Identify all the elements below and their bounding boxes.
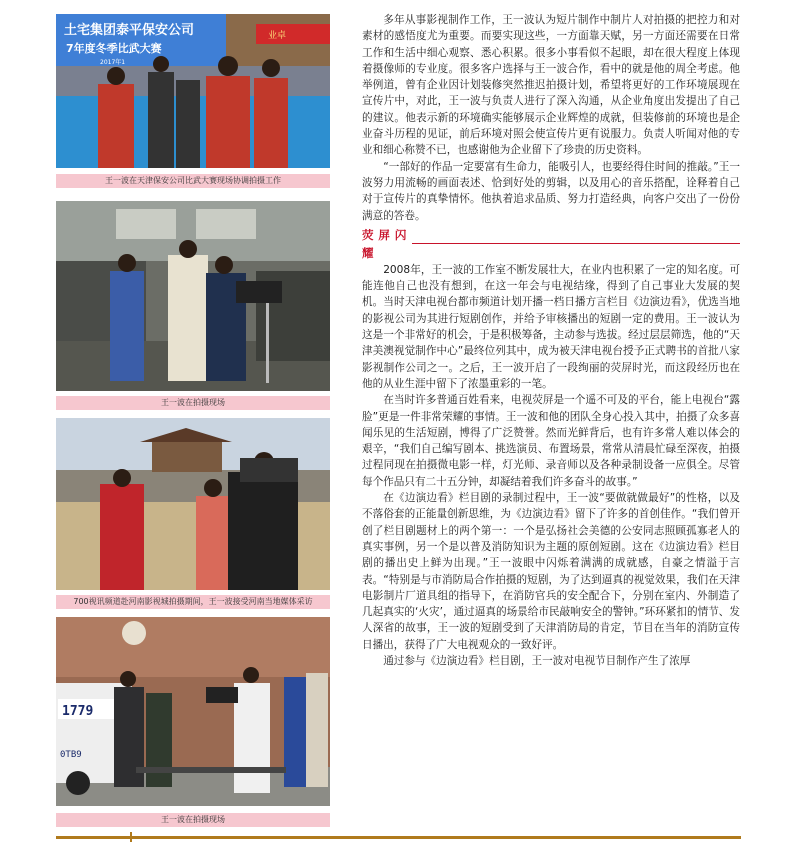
article-paragraph: 通过参与《边演边看》栏目剧，王一波对电视节目制作产生了浓厚 <box>383 654 691 667</box>
photo-shooting-site-factory <box>56 201 330 391</box>
photo-caption: 700视讯频道赴河南影视城拍摄期间，王一波接受河南当地媒体采访 <box>56 595 330 609</box>
photo-security-competition <box>56 14 330 168</box>
article-paragraph: 在《边演边看》栏目剧的录制过程中，王一波“要做就做最好”的性格，以及不落俗套的正能量创新思维，为《边演边看》留下了许多的首创佳作。“我们曾开创了栏目剧题材上的两个第一：一个是弘扬社会美德的公安同志照顾孤寡老人的真实事例，另一个是以普及消防知识为主题的原创短剧。这在《边演边看》栏目剧的播出史上鲜为出现。”王一波眼中闪烁着满满的成就感，自豪之情溢于言表。“特别是与市消防局合作拍摄的短剧，为了达到逼真的视觉效果，我们在天津电影制片厂道具组的指导下，在消防官兵的安全配合下，分别在室内、外制造了几起真实的‘火灾’，通过逼真的场景给市民敲响安全的警钟。”环环紧扣的情节、发人深省的故事，王一波的短剧受到了天津消防局的肯定，节目在当年的消防宣传日播出，获得了广大电视观众的一致好评。 <box>362 492 740 651</box>
photo-caption: 王一波在天津保安公司比武大赛现场协调拍摄工作 <box>56 174 330 188</box>
side-sign: 业卓 <box>268 31 287 41</box>
article-paragraph: “一部好的作品一定要富有生命力，能吸引人，也要经得住时间的推敲。”王一波努力用流畅的画面表述、恰到好处的剪辑，以及用心的音乐搭配，诠释着自己对于宣传片的真挚情怀。他执着追求品质、努力打造经典，向客户交出了一份份满意的答卷。 <box>362 160 740 222</box>
banner-date: 2017年1 <box>100 59 126 66</box>
photo-caption: 王一波在拍摄现场 <box>56 396 330 410</box>
article-column <box>362 12 740 669</box>
plate-number-2: 0TB9 <box>60 750 82 760</box>
plate-number-1: 1779 <box>62 704 94 719</box>
photo-media-interview <box>56 418 330 590</box>
photo-caption: 王一波在拍摄现场 <box>56 813 330 827</box>
banner-line-2: 7年度冬季比武大赛 <box>66 42 162 55</box>
page-bottom-tick <box>130 832 132 842</box>
page-bottom-rule <box>56 836 741 839</box>
article-paragraph: 2008年，王一波的工作室不断发展壮大，在业内也积累了一定的知名度。可能连他自己也没有想到，在这一年会与电视结缘，得到了自己事业大发展的契机。当时天津电视台都市频道计划开播一档日播方言栏目《边演边看》，优选当地的影视公司为其进行短剧创作，并给予审核播出的短剧一定的费用。王一波认为这是一个非常好的机会，于是积极筹备，主动参与选拔。经过层层筛选，他的“天津美澳视觉制作中心”最终位列其中，成为被天津电视台授予正式聘书的首批八家影视制作公司之一。之后，王一波开启了一段绚丽的荧屏时光，而这段经历也在他的从业生涯中留下了浓墨重彩的一笔。 <box>362 263 740 390</box>
photo-shooting-site-street <box>56 617 330 806</box>
article-paragraph: 在当时许多普通百姓看来，电视荧屏是一个遥不可及的平台，能上电视台“露脸”更是一件非常荣耀的事情。王一波和他的团队全身心投入其中，拍摄了众多喜闻乐见的生活短剧，博得了广泛赞誉。然而光鲜背后，也有许多常人难以体会的艰辛，“我们自己编写剧本、挑选演员、布置场景，常常从清晨忙碌至深夜，拍摄过程同现在拍摄微电影一样，灯光师、录音师以及各种录制设备一应俱全。尽管每个作品只有二十五分钟，却凝结着我们许多奋斗的故事。” <box>362 394 740 488</box>
banner-line-1: 土宅集团泰平保安公司 <box>64 23 195 38</box>
section-divider <box>412 243 740 244</box>
section-title-text: 荧屏闪耀 <box>362 227 407 260</box>
section-heading <box>362 226 740 262</box>
article-paragraph: 多年从事影视制作工作，王一波认为短片制作中制片人对拍摄的把控力和对素材的感悟度尤为重要。而要实现这些，一方面靠天赋，另一方面还需要在日常工作和生活中细心观察、悉心积累。很多小事看似不起眼，却在很大程度上体现着摄像师的专业度。很多客户选择与王一波合作，看中的就是他的周全考虑。他举例道，曾有企业因计划装修突然推迟拍摄计划，希望将更好的工作环境展现在宣传片中，对此，王一波与负责人进行了深入沟通，从企业角度出发提出了自己的建议。他表示新的环境确实能够展示企业辉煌的成就，但装修前的环境也是企业奋斗历程的见证，前后环境对照会使宣传片更有说服力。负责人听闻对他的专业和细心称赞不已，也感谢他为企业留下了珍贵的历史资料。 <box>362 14 740 157</box>
